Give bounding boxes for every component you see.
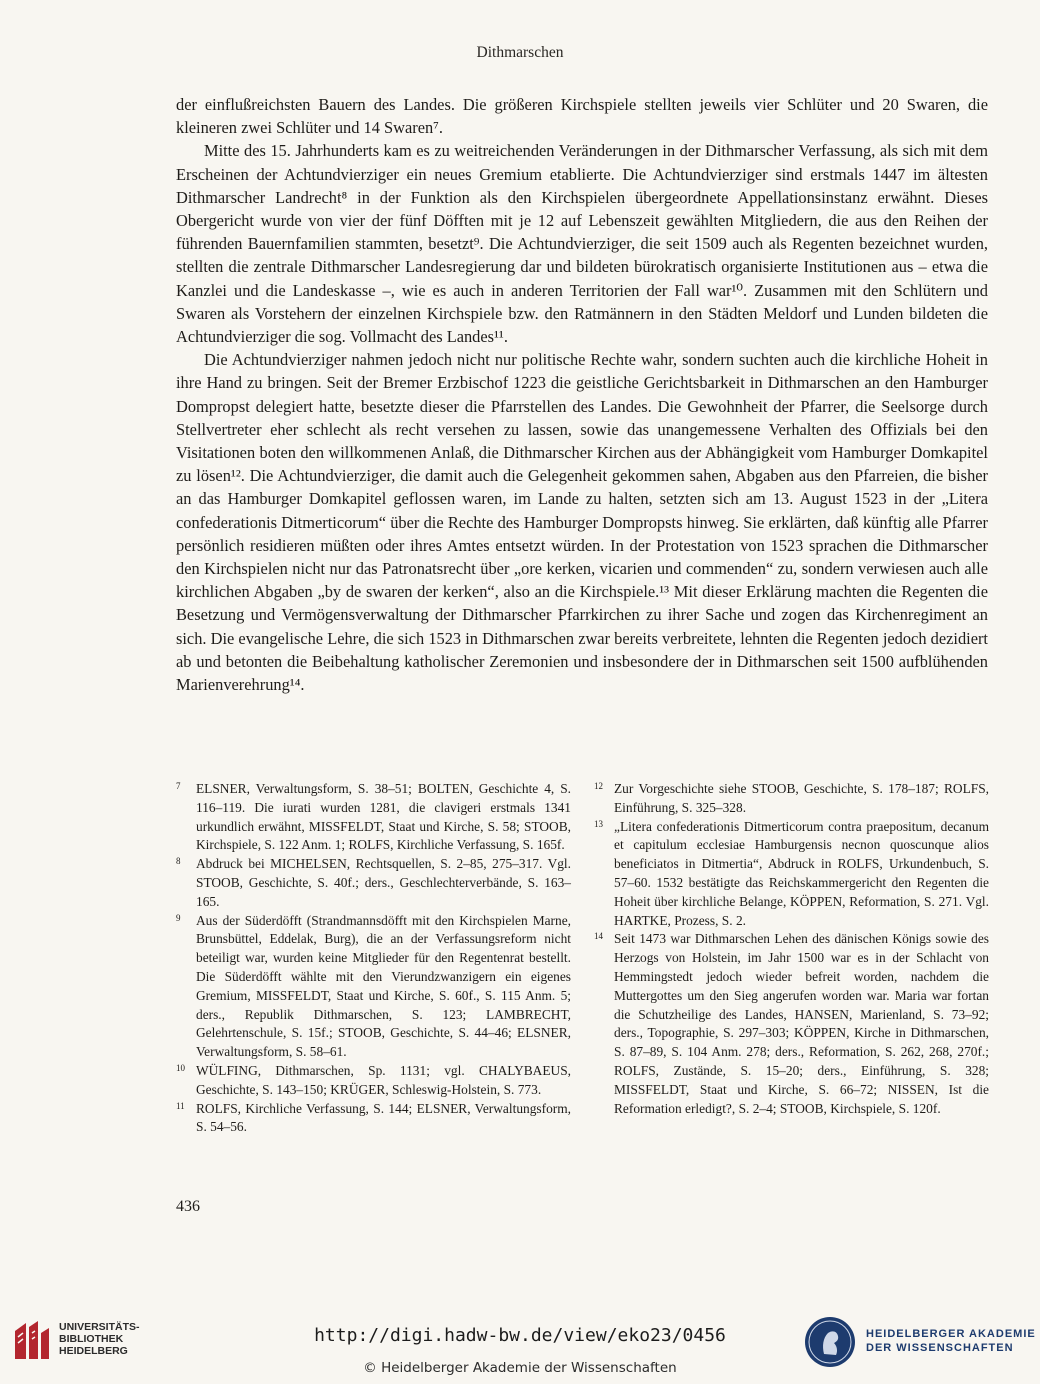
footnote-number: 8 (176, 856, 181, 867)
footnote-text: Abdruck bei MICHELSEN, Rechtsquellen, S. 2–85, 275–317. Vgl. STOOB, Geschichte, S. 40f.; ders., Geschlechterverbände, S. 163–165. (196, 856, 571, 909)
footnote-text: Aus der Süderdöfft (Strandmannsdöfft mit den Kirchspielen Marne, Brunsbüttel, Eddelak, Burg), die an der Verfassungsreform nicht beteiligt war, wurden keine Mitglieder für den Regentenrat bestellt. Die Süderdöfft wählte mit den Vierundzwanzigern ein eigenes Gremium, MISSFELDT, Staat und Kirche, S. 60f., S. 115 Anm. 5; ders., Republik Dithmarschen, S. 123; LAMBRECHT, Gelehrtenschule, S. 15f.; STOOB, Geschichte, S. 44–46; ELSNER, Verwaltungsform, S. 58–61. (196, 912, 571, 1060)
logo-line: HEIDELBERGER AKADEMIE (866, 1328, 1036, 1340)
permalink-url[interactable]: http://digi.hadw-bw.de/view/eko23/0456 (314, 1325, 726, 1346)
footnote-number: 14 (594, 931, 603, 942)
page-number: 436 (176, 1198, 200, 1215)
body-paragraph: Mitte des 15. Jahrhunderts kam es zu weitreichenden Veränderungen in der Dithmarscher Verfassung, als sich mit dem Erscheinen der Achtundvierziger ein neues Gremium etablierte. Die Achtundvierziger sind erstmals 1447 im ältesten Dithmarscher Landrecht⁸ in der Funktion als den Kirchspielen übergeordnete Appellationsinstanz erwähnt. Dieses Obergericht wurde von vier der fünf Döfften mit je 12 auf Lebenszeit gewählten Mitgliedern, die aus den Reihen der führenden Bauernfamilien stammten, besetzt⁹. Die Achtundvierziger, die seit 1509 auch als Regenten bezeichnet wurden, stellten die zentrale Dithmarscher Landesregierung dar und bildeten bürokratisch organisierte Institutionen aus – etwa die Kanzlei und die Landeskasse –, wie es auch in anderen Territorien der Fall war¹⁰. Zusammen mit den Schlütern und Swaren als Vorstehern der einzelnen Kirchspiele bzw. den Ratmännern in den Städten Meldorf und Lunden bildeten die Achtundvierziger die sog. Vollmacht des Landes¹¹. (176, 141, 988, 347)
logo-line: HEIDELBERG (59, 1345, 128, 1357)
logo-line: UNIVERSITÄTS- (59, 1321, 140, 1333)
footnote (594, 818, 989, 931)
body-paragraph: Die Achtundvierziger nahmen jedoch nicht nur politische Rechte wahr, sondern suchten auch die kirchliche Hoheit in ihre Hand zu bringen. Seit der Bremer Erzbischof 1223 die geistliche Gerichtsbarkeit in Dithmarschen an den Hamburger Dompropst delegiert hatte, besetzte dieser die Pfarrstellen des Landes. Die Gewohnheit der Pfarrer, die Seelsorge durch Stellvertreter eher schlecht als recht versehen zu lassen, sowie das unangemessene Verhalten des Offizials bei den Visitationen boten den willkommenen Anlaß, die Dithmarscher Kirchen aus der Abhängigkeit vom Hamburger Domkapitel zu lösen¹². Die Achtundvierziger, die damit auch die Gelegenheit gekommen sahen, Abgaben aus den Pfarreien, die bisher an das Hamburger Domkapitel geflossen waren, im Lande zu halten, setzten sich am 13. August 1523 in der „Litera confederationis Ditmerticorum“ über die Rechte des Hamburger Dompropsts hinweg. Sie erklärten, daß künftig alle Pfarrer persönlich residieren müßten oder ihres Amtes entsetzt würden. In der Protestation von 1523 sprachen die Dithmarscher den Kirchspielen nicht nur das Patronatsrecht über „ore kerken, vicarien und commenden“ zu, sondern verwiesen auch alle kirchlichen Abgaben „by de swaren der kerken“, also an die Kirchspiele.¹³ Mit dieser Erklärung machten die Regenten die Besetzung und Vermögensverwaltung der Dithmarscher Pfarrkirchen zu ihrer Sache und zogen das Kirchenregiment an sich. Die evangelische Lehre, die sich 1523 in Dithmarschen zwar bereits verbreitete, lehnten die Regenten jedoch dezidiert ab und betonten die Beibehaltung katholischer Zeremonien und insbesondere der in Dithmarschen seit 1500 aufblühenden Marienverehrung¹⁴. (176, 350, 988, 695)
academy-seal-icon (804, 1316, 856, 1368)
footnote (176, 1062, 571, 1100)
footnote-number: 11 (176, 1100, 185, 1111)
body-paragraph: der einflußreichsten Bauern des Landes. Die größeren Kirchspiele stellten jeweils vier Schlüter und 20 Swaren, die kleineren zwei Schlüter und 14 Swaren⁷. (176, 95, 988, 138)
footnote-number: 9 (176, 912, 181, 923)
viewer-footer (0, 1305, 1040, 1384)
main-text (176, 93, 988, 696)
footnotes-left-column (176, 780, 571, 1137)
running-head: Dithmarschen (476, 44, 564, 61)
footnote (176, 912, 571, 1062)
academy-name (866, 1327, 1036, 1355)
footnote-number: 10 (176, 1062, 185, 1073)
footnote-number: 13 (594, 818, 603, 829)
footnote-number: 12 (594, 781, 603, 791)
footnote (176, 780, 571, 855)
footnote (176, 855, 571, 911)
footnote (594, 780, 989, 818)
footnotes-right-column (594, 780, 989, 1118)
footnote-text: ROLFS, Kirchliche Verfassung, S. 144; ELSNER, Verwaltungsform, S. 54–56. (196, 1100, 571, 1135)
footnote-text: Seit 1473 war Dithmarschen Lehen des dänischen Königs sowie des Herzogs von Holstein, im Jahr 1500 war es in der Schlacht von Hemmingstedt jedoch wieder befreit worden, nachdem die Muttergottes um den Sieg angerufen worden war. Maria war fortan die Schutzheilige des Landes, HANSEN, Marienland, S. 73–92; ders., Topographie, S. 297–303; KÖPPEN, Kirche in Dithmarschen, S. 87–89, S. 104 Anm. 278; ders., Reformation, S. 262, 268, 270f.; ROLFS, Zustände, S. 15–20; ders., Einführung, S. 328; MISSFELDT, Staat und Kirche, S. 66–72; NISSEN, Ist die Reformation erledigt?, S. 2–4; STOOB, Kirchspiele, S. 120f. (614, 931, 989, 1116)
footnote-text: „Litera confederationis Ditmerticorum contra praepositum, decanum et capitulum ecclesiae Hamburgensis necnon quoscunque alios beneficiatos in Ditmertia“, Abdruck in ROLFS, Urkundenbuch, S. 57–60. 1532 bestätigte das Reichskammergericht den Regenten die Hoheit über kirchliche Belange, KÖPPEN, Reformation, S. 271. Vgl. HARTKE, Prozess, S. 2. (614, 818, 989, 928)
footnote (176, 1100, 571, 1138)
footnote-text: Zur Vorgeschichte siehe STOOB, Geschichte, S. 178–187; ROLFS, Einführung, S. 325–328. (614, 781, 989, 815)
logo-line: DER WISSENSCHAFTEN (866, 1342, 1014, 1354)
footnote-number: 7 (176, 781, 181, 791)
footnote-text: WÜLFING, Dithmarschen, Sp. 1131; vgl. CHALYBAEUS, Geschichte, S. 143–150; KRÜGER, Schleswig-Holstein, S. 773. (196, 1062, 571, 1097)
copyright-notice: © Heidelberger Akademie der Wissenschaften (363, 1360, 677, 1376)
footnote (594, 930, 989, 1118)
footnote-text: ELSNER, Verwaltungsform, S. 38–51; BOLTEN, Geschichte 4, S. 116–119. Die iurati wurden 1281, die clavigeri erstmals 1341 urkundlich erwähnt, MISSFELDT, Staat und Kirche, S. 58; STOOB, Kirchspiele, S. 122 Anm. 1; ROLFS, Kirchliche Verfassung, S. 165f. (196, 781, 571, 853)
logo-line: BIBLIOTHEK (59, 1333, 124, 1345)
